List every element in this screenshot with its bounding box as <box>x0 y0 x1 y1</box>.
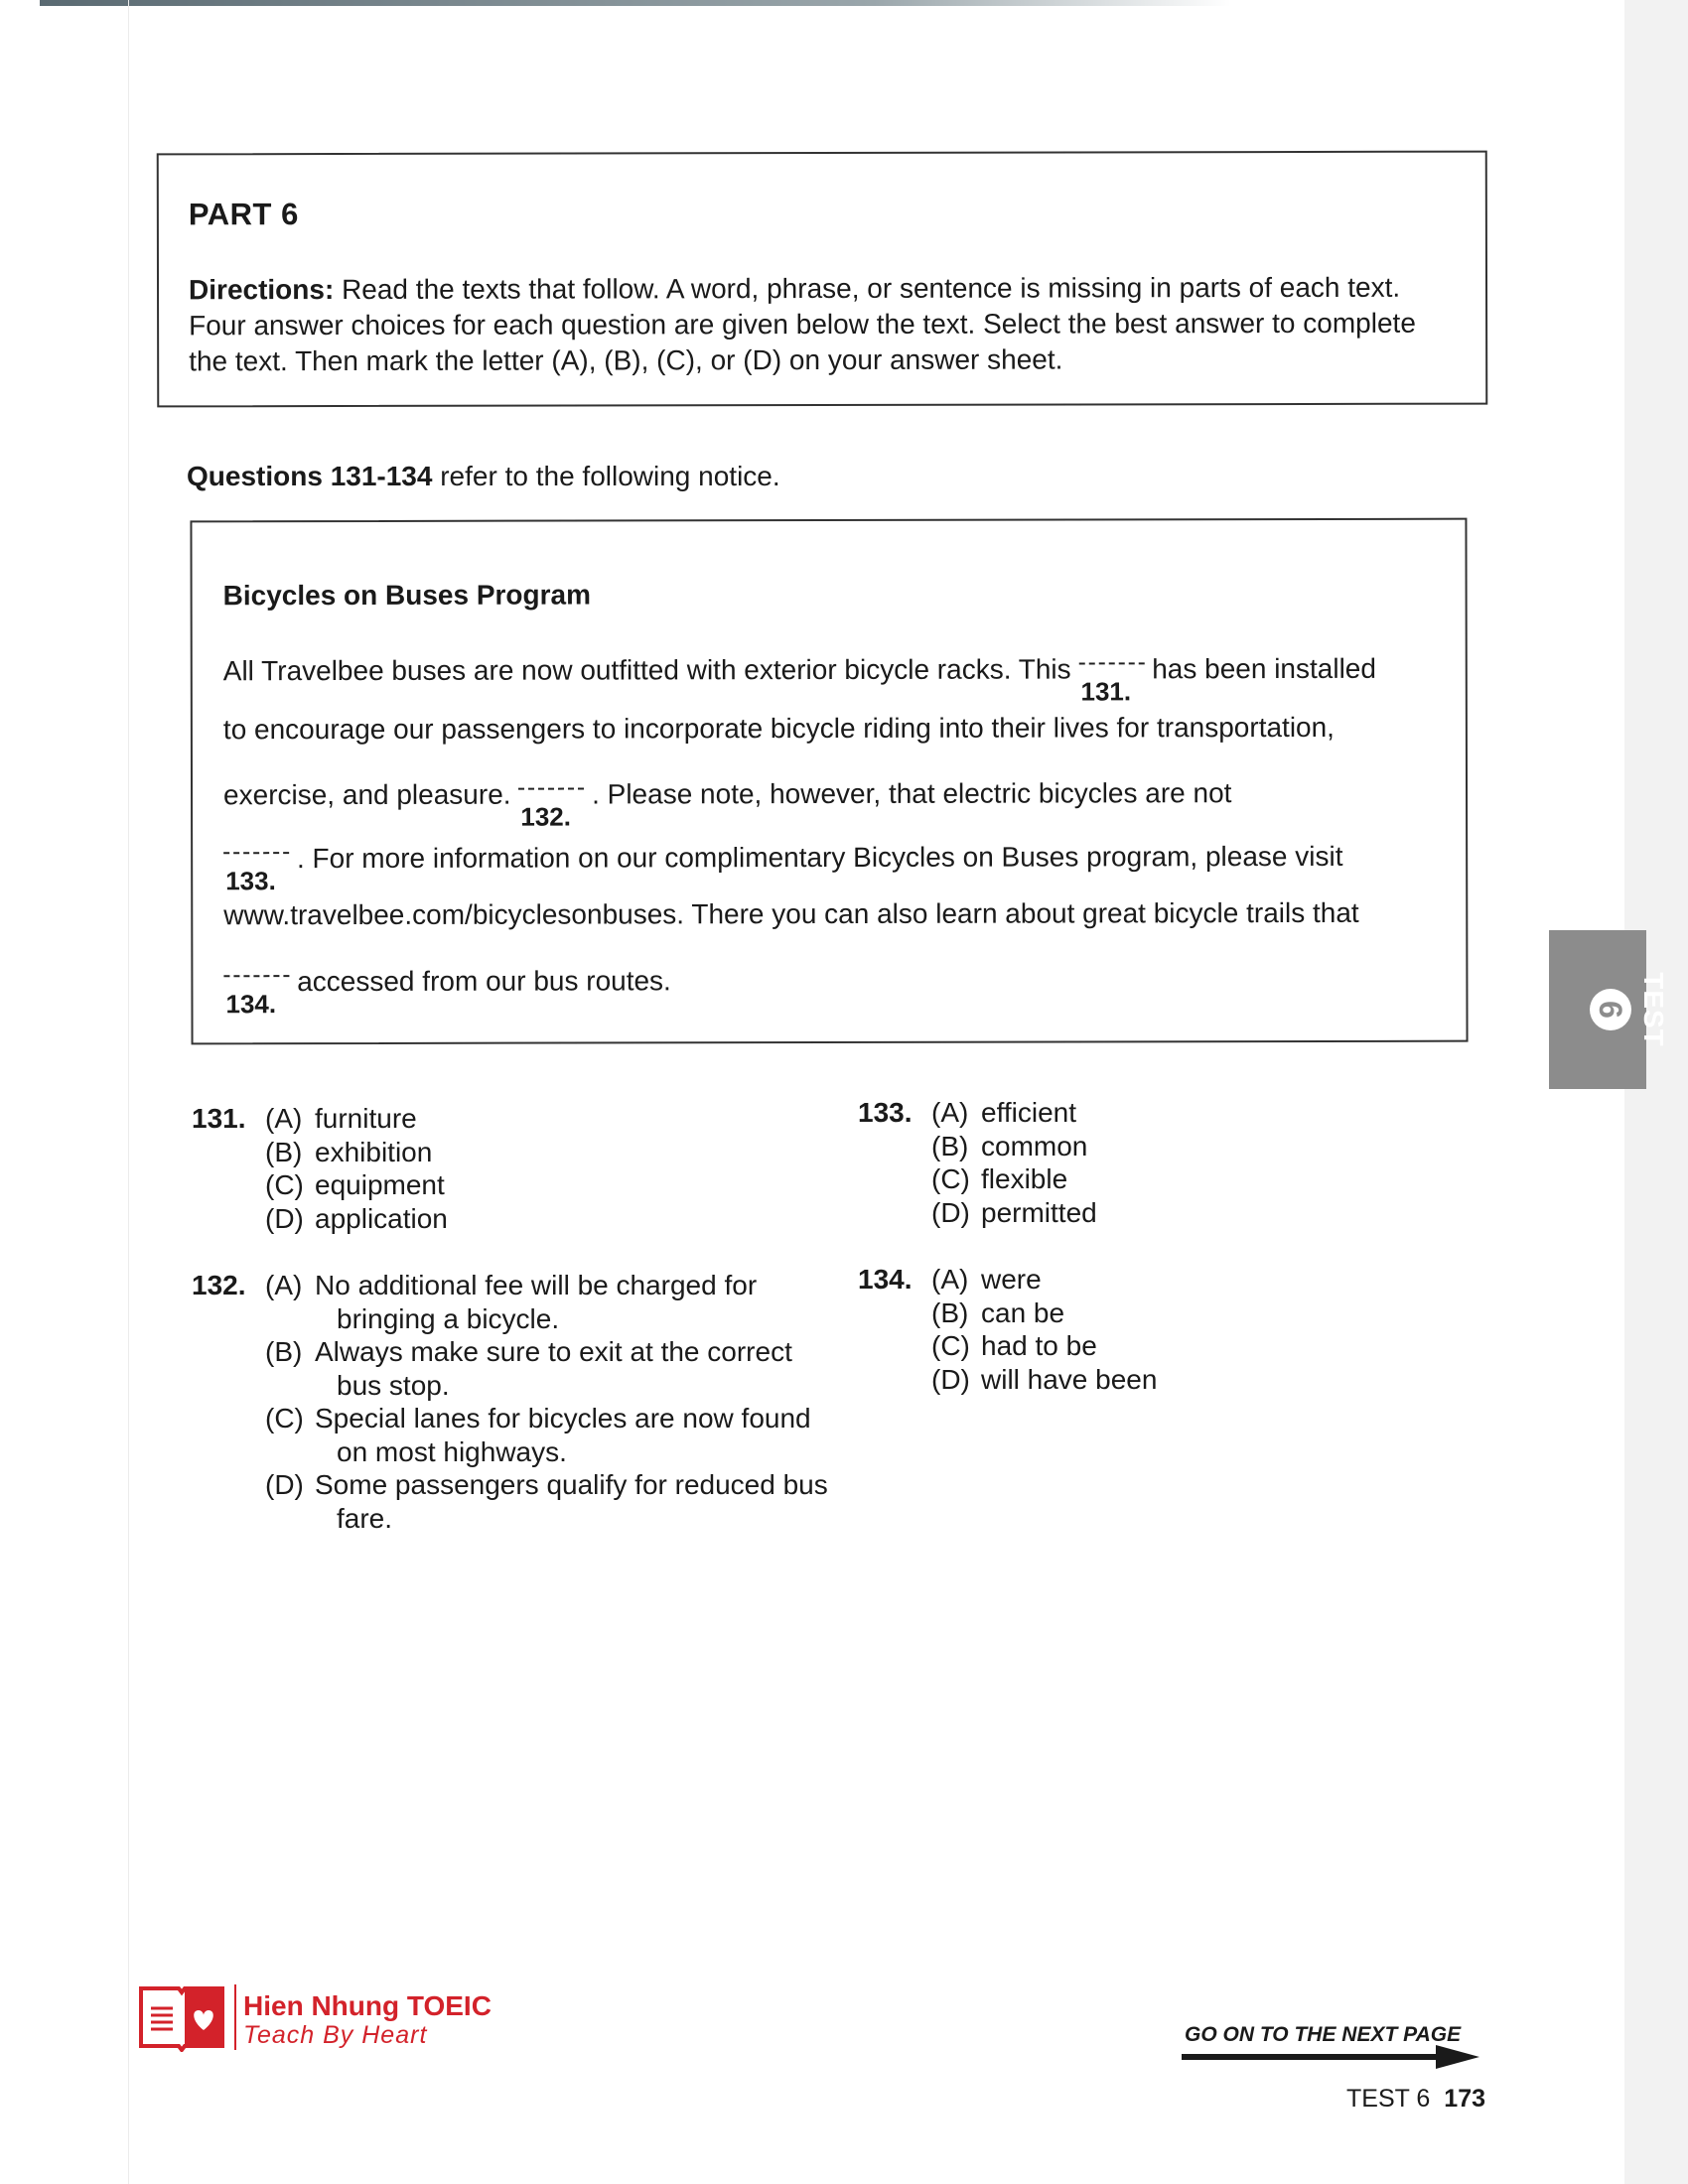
answer-option-b[interactable]: (B) can be <box>931 1297 1065 1328</box>
answer-option-d[interactable]: (D) will have been <box>931 1363 1158 1395</box>
questions-intro-text: refer to the following notice. <box>432 461 780 491</box>
blank-134 <box>223 963 289 1020</box>
notice-line-4 <box>223 838 1343 896</box>
brand-name: Hien Nhung TOEIC <box>243 1990 492 2021</box>
book-heart-icon <box>137 1982 226 2052</box>
notice-line-2: to encourage our passengers to incorporate bicycle riding into their lives for transportation, <box>222 711 1335 746</box>
answer-option-a[interactable]: (A) No additional fee will be charged for bringing a bicycle. <box>265 1270 758 1334</box>
answer-option-c[interactable]: (C) Special lanes for bicycles are now found on most highways. <box>265 1403 811 1467</box>
notice-line-5: www.travelbee.com/bicyclesonbuses. There you can also learn about great bicycle trails that <box>223 896 1359 931</box>
notice-line-1 <box>222 650 1376 707</box>
answer-option-b[interactable]: (B) common <box>931 1130 1088 1161</box>
scan-margin-line <box>128 0 129 2184</box>
directions-box <box>157 151 1488 408</box>
answer-options <box>931 1263 1507 1396</box>
notice-text: All Travelbee buses are now outfitted with exterior bicycle racks. This <box>222 653 1079 687</box>
notice-text: has been installed <box>1144 652 1376 685</box>
notice-text: . For more information on our complimentary Bicycles on Buses program, please visit <box>289 840 1343 875</box>
notice-box <box>190 518 1468 1045</box>
top-edge-bar <box>40 0 1231 6</box>
answer-option-c[interactable]: (C) flexible <box>931 1163 1068 1194</box>
notice-text: . Please note, however, that electric bicycles are not <box>584 777 1232 810</box>
blank-number: 131. <box>1080 676 1132 707</box>
directions-label: Directions: <box>188 274 335 306</box>
question-number: 132. <box>192 1270 246 1300</box>
notice-line-6 <box>223 962 671 1020</box>
part-title: PART 6 <box>188 197 299 232</box>
notice-text: exercise, and pleasure. <box>222 778 519 811</box>
page-right-edge <box>1624 0 1688 2184</box>
answer-option-b[interactable]: (B) exhibition <box>265 1136 433 1167</box>
blank-133 <box>223 840 289 896</box>
blank-132 <box>518 776 584 832</box>
answer-option-c[interactable]: (C) had to be <box>931 1330 1097 1361</box>
brand-tagline: Teach By Heart <box>243 2021 428 2049</box>
answer-options <box>265 1269 841 1535</box>
answer-option-a[interactable]: (A) efficient <box>931 1097 1076 1128</box>
notice-line-3 <box>222 774 1232 832</box>
footer-test-label: TEST 6 <box>1346 2085 1431 2113</box>
blank-number: 133. <box>225 866 276 896</box>
question-number: 133. <box>858 1097 913 1128</box>
answer-options <box>931 1096 1507 1229</box>
answer-option-d[interactable]: (D) permitted <box>931 1196 1097 1228</box>
answer-option-a[interactable]: (A) were <box>931 1264 1042 1295</box>
directions-text <box>189 270 1460 380</box>
notice-title: Bicycles on Buses Program <box>222 579 592 612</box>
directions-body: Read the texts that follow. A word, phrase, or sentence is missing in parts of each text. Four answer choices for each question are given below the text. Select the best answer to complete the text. Then mark the letter (A), (B), (C), or (D) on your answer sheet. <box>189 271 1416 377</box>
questions-intro <box>187 461 780 492</box>
brand-logo <box>137 1982 534 2054</box>
blank-number: 132. <box>520 801 571 832</box>
question-number: 134. <box>858 1264 913 1295</box>
tab-label: TEST <box>1638 972 1669 1047</box>
page-number: 173 <box>1444 2085 1486 2113</box>
answer-option-b[interactable]: (B) Always make sure to exit at the correct bus stop. <box>265 1336 792 1401</box>
answer-option-c[interactable]: (C) equipment <box>265 1169 445 1200</box>
test-side-tab <box>1549 930 1669 1089</box>
questions-range: Questions 131-134 <box>187 461 433 491</box>
next-page-label: GO ON TO THE NEXT PAGE <box>1185 2023 1462 2046</box>
blank-number: 134. <box>225 989 277 1020</box>
tab-number-badge: 6 <box>1590 989 1631 1030</box>
arrow-right-icon <box>1182 2045 1479 2069</box>
logo-divider <box>234 1984 236 2050</box>
blank-131 <box>1078 650 1144 707</box>
answer-option-a[interactable]: (A) furniture <box>265 1103 417 1134</box>
question-number: 131. <box>192 1103 246 1134</box>
notice-text: accessed from our bus routes. <box>289 965 671 998</box>
answer-option-d[interactable]: (D) application <box>265 1202 448 1234</box>
answer-options <box>265 1102 841 1235</box>
answer-option-d[interactable]: (D) Some passengers qualify for reduced bus fare. <box>265 1469 828 1534</box>
page-footer <box>1346 2085 1485 2114</box>
